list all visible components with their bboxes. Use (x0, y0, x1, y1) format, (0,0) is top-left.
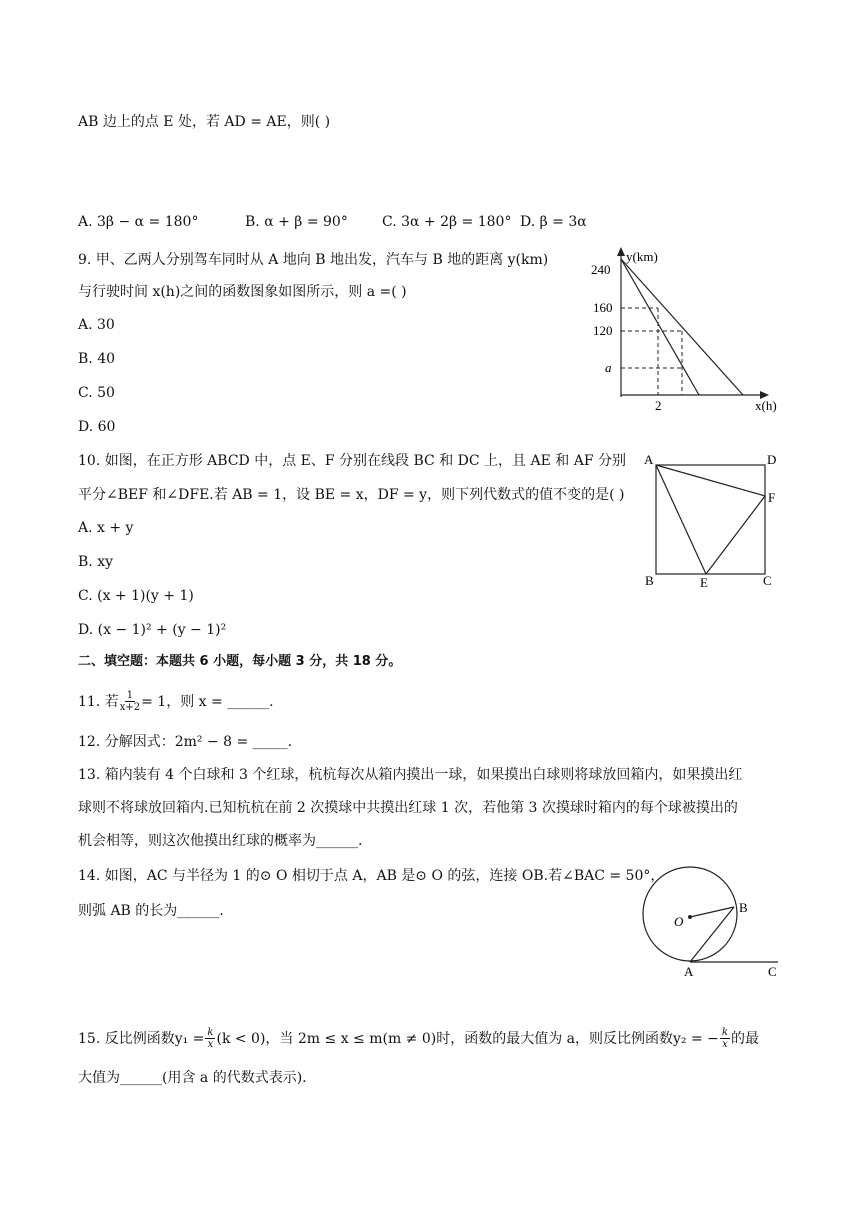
q11-fraction-denominator: x+2 (119, 702, 141, 713)
q8-option-b: B. α + β = 90° (245, 214, 348, 230)
q13-line2: 球则不将球放回箱内.已知杭杭在前 2 次摸球中共摸出红球 1 次，若他第 3 次摸球时箱内的每个球被摸出的 (78, 800, 738, 816)
q10-segment-ef (706, 496, 765, 574)
q15-suffix: 的最 (730, 1030, 759, 1047)
q10-label-d: D (767, 452, 777, 467)
q15-middle: (k < 0)，当 2m ≤ x ≤ m(m ≠ 0)时，函数的最大值为 a，则反比例函数y₂ = − (216, 1030, 719, 1047)
q14-label-o: O (674, 914, 684, 929)
q9-tick-a: a (605, 360, 612, 375)
q14-line2: 则弧 AB 的长为______. (78, 903, 224, 919)
q15-prefix: 15. 反比例函数y₁ = (78, 1030, 205, 1047)
q9-option-a: A. 30 (78, 317, 115, 333)
q15-fraction-2-denominator: x (722, 1039, 728, 1050)
q10-segment-af (656, 465, 765, 496)
q14-label-a: A (684, 964, 694, 979)
q14-circle (643, 867, 737, 961)
q10-label-a: A (644, 452, 654, 467)
q9-y-label: y(km) (626, 249, 658, 264)
q10-option-a: A. x + y (78, 520, 134, 536)
q8-option-a: A. 3β − α = 180° (78, 214, 199, 230)
q9-option-c: C. 50 (78, 385, 115, 401)
q11-line (78, 690, 274, 713)
q9-tick-240: 240 (591, 262, 611, 277)
q15-line2: 大值为______(用含 a 的代数式表示). (78, 1070, 307, 1086)
q13-line3: 机会相等，则这次他摸出红球的概率为______. (78, 833, 363, 849)
q10-stem-line1: 10. 如图，在正方形 ABCD 中，点 E、F 分别在线段 BC 和 DC 上，且 AE 和 AF 分别 (78, 453, 626, 469)
q15-fraction-1 (205, 1027, 215, 1050)
q11-fraction-numerator: 1 (126, 690, 134, 701)
q10-label-c: C (763, 573, 772, 588)
section-2-heading: 二、填空题：本题共 6 小题，每小题 3 分，共 18 分。 (78, 654, 402, 669)
q12-line: 12. 分解因式：2m² − 8 = _____. (78, 734, 293, 750)
q9-stem-line2: 与行驶时间 x(h)之间的函数图象如图所示，则 a =( ) (78, 284, 407, 300)
q9-option-d: D. 60 (78, 419, 116, 435)
q10-segment-ae (656, 465, 706, 574)
q10-option-d: D. (x − 1)² + (y − 1)² (78, 622, 227, 638)
q14-label-b: B (739, 900, 748, 915)
q9-stem-line1: 9. 甲、乙两人分别驾车同时从 A 地向 B 地出发，汽车与 B 地的距离 y(km) (78, 252, 549, 268)
q9-option-b: B. 40 (78, 351, 116, 367)
q14-circle-figure (640, 866, 790, 981)
q15-fraction-1-denominator: x (207, 1039, 214, 1050)
q9-x-label: x(h) (755, 398, 777, 413)
q9-y-arrow (617, 247, 625, 256)
q9-tick-2: 2 (655, 398, 662, 413)
q15-fraction-2-numerator: k (721, 1027, 728, 1038)
q10-label-e: E (700, 575, 708, 590)
q14-label-c: C (768, 964, 777, 979)
q15-fraction-2 (720, 1027, 730, 1050)
q10-stem-line2: 平分∠BEF 和∠DFE.若 AB = 1，设 BE = x，DF = y，则下列代数式的值不变的是( ) (78, 487, 625, 503)
q13-line1: 13. 箱内装有 4 个白球和 3 个红球，杭杭每次从箱内摸出一球，如果摸出白球则将球放回箱内，如果摸出红 (78, 767, 743, 783)
q11-prefix: 11. 若 (78, 693, 119, 710)
q14-center-dot (688, 915, 692, 919)
q10-label-f: F (768, 490, 776, 505)
q10-option-b: B. xy (78, 554, 113, 570)
q9-tick-120: 120 (593, 323, 613, 338)
q10-square-figure (640, 448, 790, 593)
q10-option-c: C. (x + 1)(y + 1) (78, 588, 194, 604)
q15-line1 (78, 1027, 759, 1050)
q8-option-d: D. β = 3α (520, 214, 587, 230)
q15-fraction-1-numerator: k (207, 1027, 214, 1038)
q10-label-b: B (645, 573, 654, 588)
q11-fraction (120, 690, 140, 713)
q8-option-c: C. 3α + 2β = 180° (382, 214, 512, 230)
q8-stem-tail: AB 边上的点 E 处，若 AD = AE，则( ) (78, 114, 331, 130)
q9-graph-figure (585, 245, 790, 420)
q11-suffix: = 1，则 x = ______. (141, 693, 274, 710)
q9-tick-160: 160 (593, 300, 613, 315)
q10-square (656, 465, 765, 574)
q14-line1: 14. 如图，AC 与半径为 1 的⊙ O 相切于点 A，AB 是⊙ O 的弦，连接 OB.若∠BAC = 50°， (78, 868, 665, 884)
q9-line-car1 (621, 259, 699, 395)
